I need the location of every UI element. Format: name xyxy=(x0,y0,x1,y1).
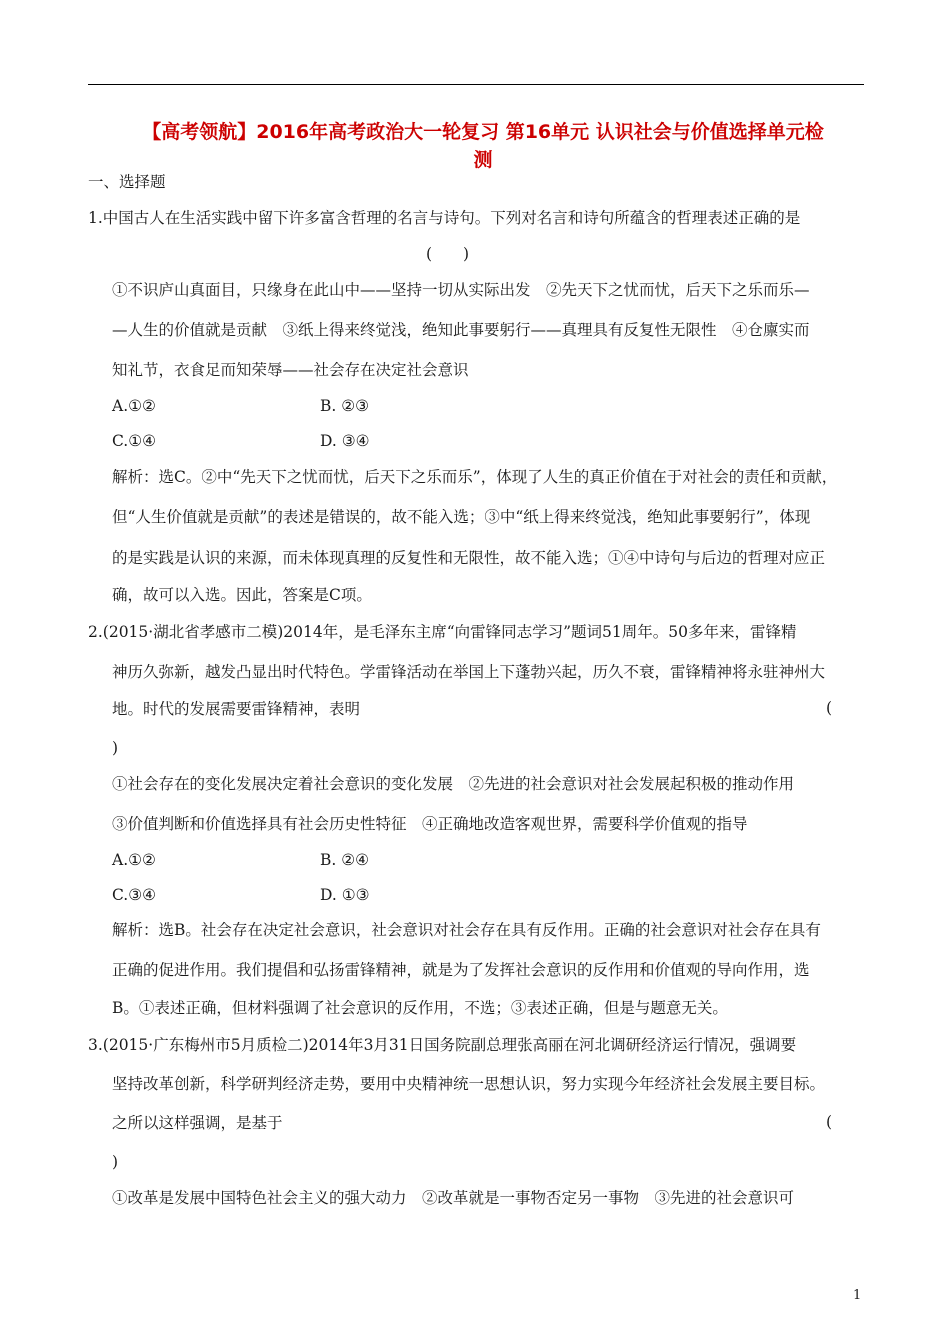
q2-statements-line: ③价值判断和价值选择具有社会历史性特征 ④正确地改造客观世界，需要科学价值观的指导 xyxy=(112,815,748,833)
q2-analysis-line: 正确的促进作用。我们提倡和弘扬雷锋精神，就是为了发挥社会意识的反作用和价值观的导向作用，选 xyxy=(112,961,810,979)
header-rule xyxy=(88,84,864,85)
q2-option-d: D. ①③ xyxy=(320,886,370,904)
q2-stem-line: 地。时代的发展需要雷锋精神，表明 xyxy=(112,700,361,718)
q3-stem-line: 坚持改革创新，科学研判经济走势，要用中央精神统一思想认识，努力实现今年经济社会发展主要目标。 xyxy=(112,1075,826,1093)
q1-option-c: C.①④ xyxy=(112,432,157,450)
q1-option-a: A.①② xyxy=(112,397,156,415)
q3-stem-line: 之所以这样强调，是基于 xyxy=(112,1114,283,1132)
q1-statements-line: —人生的价值就是贡献 ③纸上得来终觉浅，绝知此事要躬行——真理具有反复性无限性 ④仓廪实而 xyxy=(112,321,810,339)
page-number: 1 xyxy=(853,1288,862,1303)
q2-analysis-line: 解析：选B。社会存在决定社会意识，社会意识对社会存在具有反作用。正确的社会意识对社会存在具有 xyxy=(112,921,821,939)
q2-stem-line: 神历久弥新，越发凸显出时代特色。学雷锋活动在举国上下蓬勃兴起，历久不衰，雷锋精神将永驻神州大 xyxy=(112,663,826,681)
q1-statements-line: ①不识庐山真面目，只缘身在此山中——坚持一切从实际出发 ②先天下之忧而忧，后天下之乐而乐— xyxy=(112,281,810,299)
q2-paren-open: ( xyxy=(826,699,833,717)
q1-analysis-line: 但“人生价值就是贡献”的表述是错误的，故不能入选；③中“纸上得来终觉浅，绝知此事要躬行”，体现 xyxy=(112,508,811,526)
q3-paren-close: ) xyxy=(112,1153,119,1171)
q2-option-a: A.①② xyxy=(112,851,156,869)
q2-analysis-line: B。①表述正确，但材料强调了社会意识的反作用，不选；③表述正确，但是与题意无关。 xyxy=(112,999,728,1017)
q2-paren-close: ) xyxy=(112,739,119,757)
title-line-1: 【高考领航】2016年高考政治大一轮复习 第16单元 认识社会与价值选择单元检 xyxy=(142,121,824,143)
q1-statements-line: 知礼节，衣食足而知荣辱——社会存在决定社会意识 xyxy=(112,361,469,379)
q1-answer-paren: ( ) xyxy=(426,245,470,263)
q1-analysis-line: 确，故可以入选。因此，答案是C项。 xyxy=(112,586,372,604)
q1-analysis-line: 的是实践是认识的来源，而未体现真理的反复性和无限性，故不能入选；①④中诗句与后边的哲理对应正 xyxy=(112,549,826,567)
q3-paren-open: ( xyxy=(826,1113,833,1131)
q2-stem-line: 2.(2015·湖北省孝感市二模)2014年，是毛泽东主席“向雷锋同志学习”题词51周年。50多年来，雷锋精 xyxy=(88,623,797,641)
section-heading: 一、选择题 xyxy=(88,173,166,191)
q3-stem-line: 3.(2015·广东梅州市5月质检二)2014年3月31日国务院副总理张高丽在河北调研经济运行情况，强调要 xyxy=(88,1036,797,1054)
q2-option-b: B. ②④ xyxy=(320,851,370,869)
q1-analysis-line: 解析：选C。②中“先天下之忧而忧，后天下之乐而乐”，体现了人生的真正价值在于对社会的责任和贡献， xyxy=(112,468,838,486)
q1-stem: 1.中国古人在生活实践中留下许多富含哲理的名言与诗句。下列对名言和诗句所蕴含的哲理表述正确的是 xyxy=(88,209,801,227)
q1-option-d: D. ③④ xyxy=(320,432,370,450)
q2-option-c: C.③④ xyxy=(112,886,157,904)
q2-statements-line: ①社会存在的变化发展决定着社会意识的变化发展 ②先进的社会意识对社会发展起积极的推动作用 xyxy=(112,775,795,793)
document-title xyxy=(100,118,866,174)
q1-option-b: B. ②③ xyxy=(320,397,370,415)
title-line-2: 测 xyxy=(473,149,493,171)
q3-statements-line: ①改革是发展中国特色社会主义的强大动力 ②改革就是一事物否定另一事物 ③先进的社会意识可 xyxy=(112,1189,795,1207)
